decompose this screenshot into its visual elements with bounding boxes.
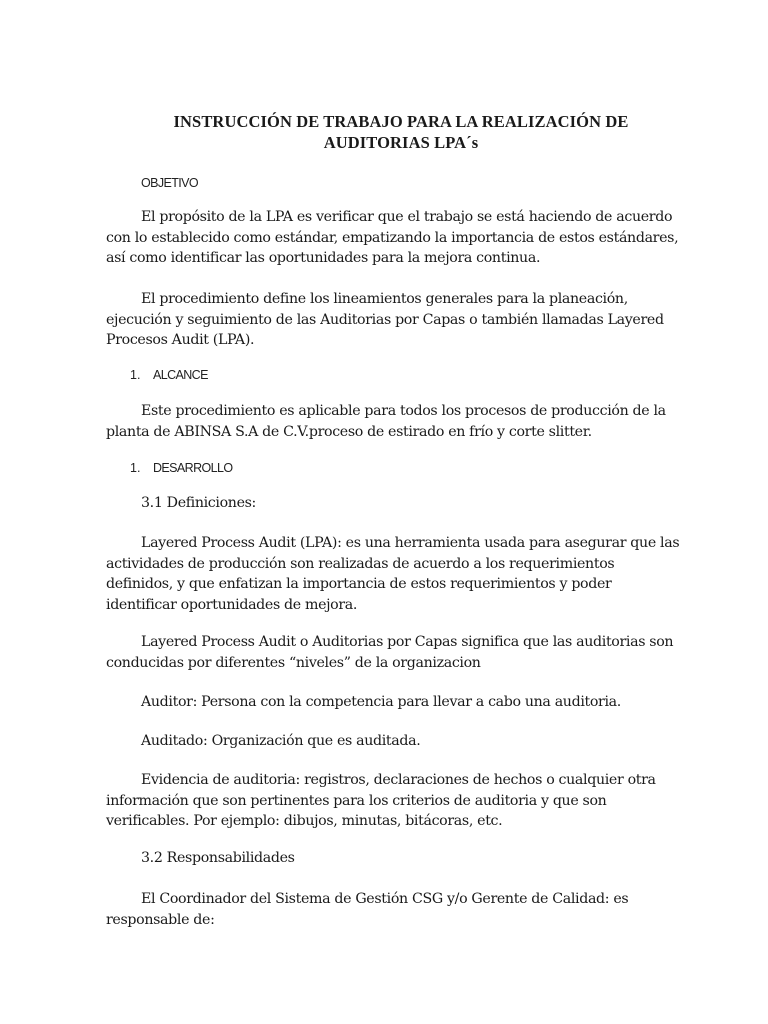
subheading-line: 3.1 Definiciones: xyxy=(141,495,256,511)
paragraph-line: Auditado: Organización que es auditada. xyxy=(141,733,421,749)
paragraph-line: Este procedimiento es aplicable para todos los procesos de producción de la xyxy=(141,403,666,419)
paragraph-line: así como identificar las oportunidades para la mejora continua. xyxy=(106,250,541,266)
alcance-heading: ALCANCE xyxy=(153,368,208,382)
paragraph-purpose xyxy=(106,207,679,269)
paragraph-line: El Coordinador del Sistema de Gestión CSG y/o Gerente de Calidad: es xyxy=(141,891,629,907)
paragraph-auditor xyxy=(106,692,666,713)
document-title xyxy=(106,111,696,153)
paragraph-layers xyxy=(106,632,674,673)
paragraph-evidencia xyxy=(106,770,666,832)
paragraph-line: identificar oportunidades de mejora. xyxy=(106,596,358,613)
title-line-2: AUDITORIAS LPA´s xyxy=(323,133,479,152)
objetivo-heading: OBJETIVO xyxy=(141,176,199,190)
responsabilidades-subheading xyxy=(106,848,666,869)
paragraph-line: planta de ABINSA S.A de C.V.proceso de estirado en frío y corte slitter. xyxy=(106,423,592,440)
paragraph-line: verificables. Por ejemplo: dibujos, minutas, bitácoras, etc. xyxy=(106,813,503,829)
paragraph-line: actividades de producción son realizadas de acuerdo a los requerimientos xyxy=(106,555,615,572)
paragraph-line: Auditor: Persona con la competencia para llevar a cabo una auditoria. xyxy=(141,694,621,710)
desarrollo-heading: DESARROLLO xyxy=(153,461,233,475)
paragraph-line: Layered Process Audit o Auditorias por Capas significa que las auditorias son xyxy=(141,634,674,650)
definiciones-subheading xyxy=(106,493,666,514)
paragraph-line: Procesos Audit (LPA). xyxy=(106,332,255,348)
paragraph-procedure xyxy=(106,289,666,351)
paragraph-scope xyxy=(106,401,666,442)
paragraph-line: conducidas por diferentes “niveles” de la organizacion xyxy=(106,654,481,671)
paragraph-auditado xyxy=(106,731,666,752)
paragraph-coordinador xyxy=(106,889,666,930)
paragraph-line: ejecución y seguimiento de las Auditorias por Capas o también llamadas Layered xyxy=(106,311,664,328)
subheading-line: 3.2 Responsabilidades xyxy=(141,850,295,866)
paragraph-lpa-definition xyxy=(106,533,680,615)
alcance-number: 1. xyxy=(130,368,141,382)
paragraph-line: responsable de: xyxy=(106,911,215,928)
paragraph-line: con lo establecido como estándar, empatizando la importancia de estos estándares, xyxy=(106,229,679,246)
paragraph-line: Evidencia de auditoria: registros, declaraciones de hechos o cualquier otra xyxy=(141,772,656,788)
paragraph-line: El procedimiento define los lineamientos generales para la planeación, xyxy=(141,291,628,307)
paragraph-line: definidos, y que enfatizan la importancia de estos requerimientos y poder xyxy=(106,576,612,592)
desarrollo-number: 1. xyxy=(130,461,141,475)
paragraph-line: Layered Process Audit (LPA): es una herramienta usada para asegurar que las xyxy=(141,535,680,551)
paragraph-line: información que son pertinentes para los criterios de auditoria y que son xyxy=(106,792,607,809)
title-line-1: INSTRUCCIÓN DE TRABAJO PARA LA REALIZACIÓN DE xyxy=(173,112,629,131)
paragraph-line: El propósito de la LPA es verificar que el trabajo se está haciendo de acuerdo xyxy=(141,209,673,225)
